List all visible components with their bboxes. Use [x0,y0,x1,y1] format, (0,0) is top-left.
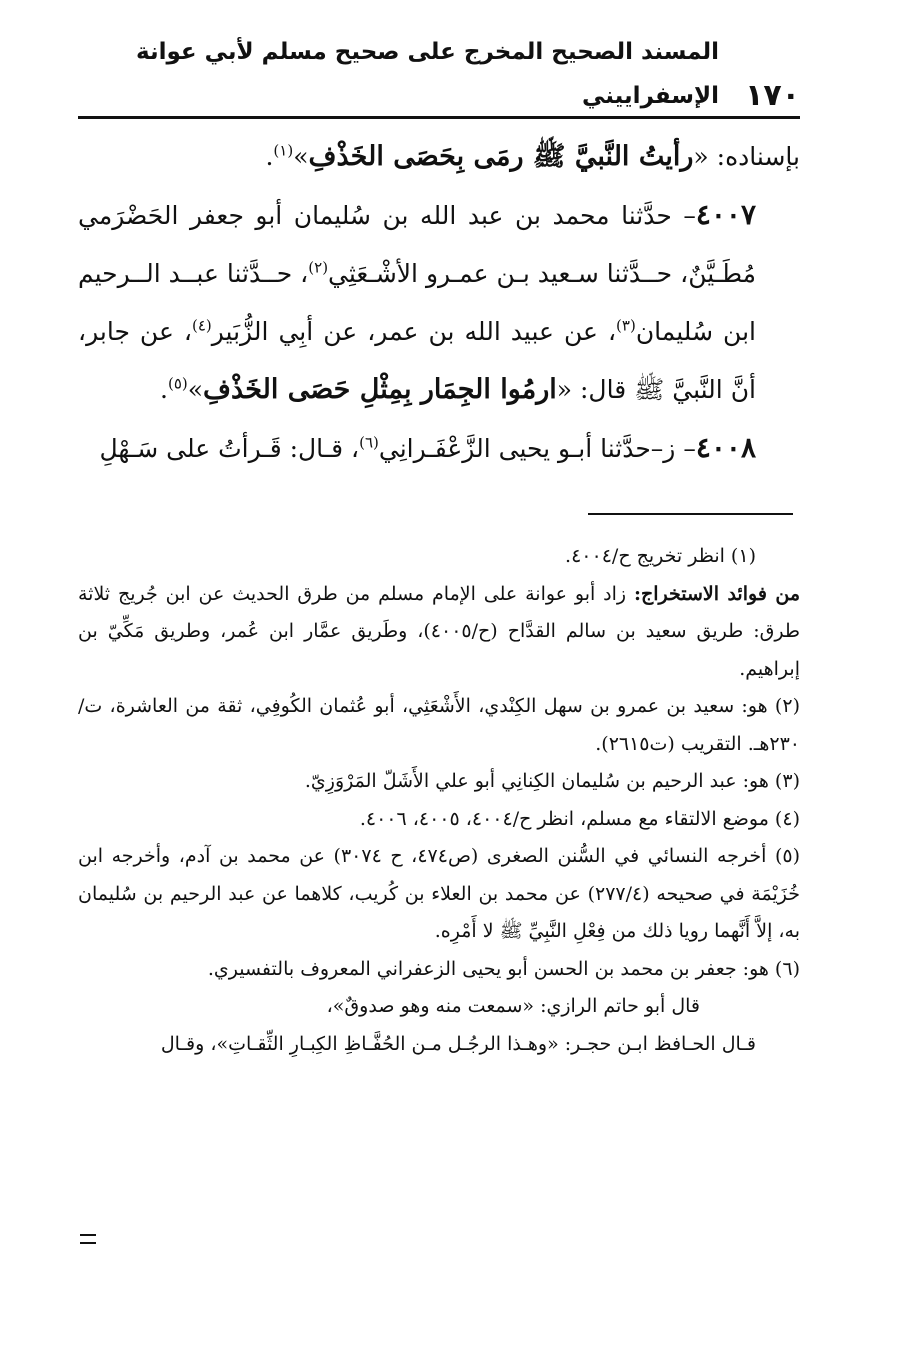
footnote-6-abu-hatim: قال أبو حاتم الرازي: «سمعت منه وهو صدوقٌ»، [326,995,700,1017]
footnote-ref: (٣) [616,316,636,335]
paragraph-continuation [78,128,800,186]
footnote-6: (٦) هو: جعفر بن محمد بن الحسن أبو يحيى الزعفراني المعروف بالتفسيري. [207,957,800,980]
footnote-2: (٢) هو: سعيد بن عمرو بن سهل الكِنْدي، الأَشْعَثِي، أبو عُثمان الكُوفِي، ثقة من العاشرة، ت/٢٣٠هـ. التقريب (ت٢٦١٥). [78,695,800,755]
hadith-4008 [78,419,800,478]
text-run: . [160,375,168,404]
footnotes [78,538,800,1063]
text-run: بإسناده: « [693,142,800,171]
text-run: ، حــدَّثنا عبــد الــرحيم ابن سُليمان [78,259,756,346]
footnote-ref: (٦) [359,433,379,452]
hadith-number: ٤٠٠٧ [695,198,756,231]
footnote-ref: (٥) [167,374,188,393]
footnote-1: (١) انظر تخريج ح/٤٠٠٤. [565,545,756,567]
text-run: – حدَّثنا محمد بن عبد الله بن سُليمان أبو جعفر الحَضْرَمي مُطَـيَّنٌ، حــدَّثنا سـعيد بـن عمـرو الأشْـعَثِي [78,201,756,288]
benefits-label: من فوائد الاستخراج: [633,582,800,605]
footnote-ref: (٢) [308,258,329,277]
hadith-quote: ارمُوا الجِمَار بِمِثْلِ حَصَى الخَذْفِ [203,374,557,405]
hadith-quote: رأيتُ النَّبيَّ ﷺ رمَى بِحَصَى الخَذْفِ [308,141,694,172]
page-number: ١٧٠ [745,78,800,113]
text-run: – ز–حدَّثنا أبـو يحيى الزَّعْفَـرانِي [378,434,696,463]
footnote-ref: (٤) [191,316,212,335]
footnote-separator [588,513,793,515]
footnote-4: (٤) موضع الالتقاء مع مسلم، انظر ح/٤٠٠٤، ٤٠٠٥، ٤٠٠٦. [359,807,800,830]
hadith-4007 [78,186,800,419]
footnote-5: (٥) أخرجه النسائي في السُّنن الصغرى (ص٤٧٤، ح ٣٠٧٤) عن محمد بن آدم، وأخرجه ابن خُزَيْمَة في صحيحه (٢٧٧/٤) عن محمد بن العلاء بن كُريب، كلاهما عن عبد الرحيم بن سُليمان به، إلاَّ أَنَّهما رويا ذلك من فِعْلِ النَّبِيِّ ﷺ لا أَمْرِه. [78,845,800,942]
footnote-3: (٣) هو: عبد الرحيم بن سُليمان الكِنانِي أبو علي الأَشَلّ المَرْوَزِيّ. [304,770,800,792]
page-header [78,39,800,118]
text-run: ، قـال: قَـرأتُ على سَـهْلِ [99,434,360,463]
header-rule [78,116,800,119]
benefits-text: زاد أبو عوانة على الإمام مسلم من طرق الحديث عن ابن جُريج ثلاثة طرق: طريق سعيد بن سالم القدَّاح (ح/٤٠٠٥)، وطَريق عمَّار ابن عُمر، وطريق مَكِّيّ بن إبراهيم. [78,582,800,680]
footnote-ref: (١) [273,141,294,160]
text-run: ، عن عبيد الله بن عمر، عن أبِي الزُّبَير [211,317,617,346]
footnote-1-benefits [78,576,800,689]
text-run: » [187,375,204,404]
text-run: . [265,142,274,171]
hadith-number: ٤٠٠٨ [695,431,756,464]
text-run: » [293,142,309,171]
footnote-6-ibn-hajar: قـال الحـافظ ابـن حجـر: «وهـذا الرجُـل مـن الحُفَّـاظِ الكِبـارِ الثِّقـاتِ»، وقـال [160,1032,756,1055]
running-title: المسند الصحيح المخرج على صحيح مسلم لأبي عوانة الإسفراييني [136,39,720,109]
main-text [78,128,800,478]
text-run: ، عن جابر، أنَّ النَّبيَّ ﷺ قال: « [78,317,756,404]
continuation-mark [80,1234,96,1244]
